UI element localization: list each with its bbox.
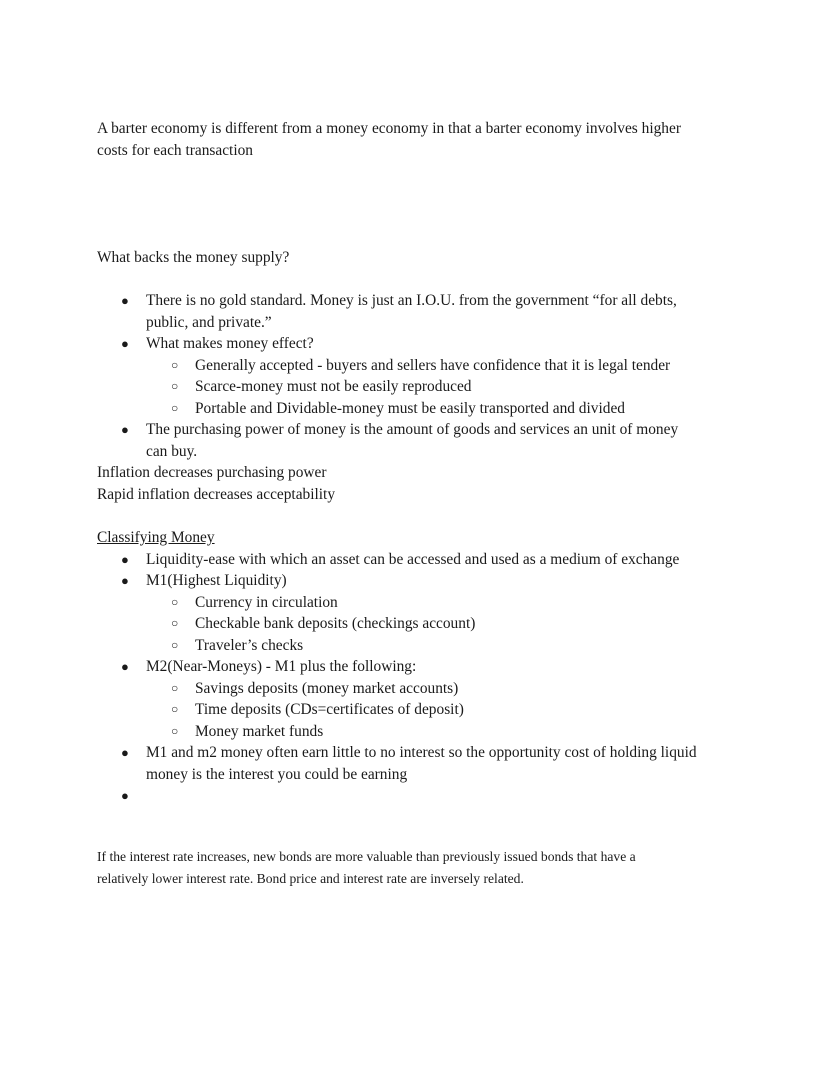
list-item bbox=[97, 419, 737, 462]
sub-bullet-icon: ○ bbox=[171, 702, 179, 716]
sub-list-item bbox=[146, 592, 737, 614]
bullet-icon: ● bbox=[121, 573, 129, 588]
sub-bullet-icon: ○ bbox=[171, 379, 179, 393]
list-item-text: M1(Highest Liquidity) bbox=[146, 572, 287, 589]
list-item-text: The purchasing power of money is the amount of goods and services an unit of money bbox=[146, 421, 679, 438]
list-item-text: What makes money effect? bbox=[146, 335, 314, 352]
inflation-note: Inflation decreases purchasing power bbox=[97, 464, 327, 481]
list-item bbox=[97, 742, 737, 785]
sub-list-item bbox=[146, 355, 737, 377]
list-item bbox=[97, 290, 737, 333]
sub-list-item bbox=[146, 613, 737, 635]
list-item-text: M2(Near-Moneys) - M1 plus the following: bbox=[146, 658, 417, 675]
sub-list-item-text: Generally accepted - buyers and sellers have confidence that it is legal tender bbox=[195, 356, 671, 374]
intro-line-1: A barter economy is different from a money economy in that a barter economy involves higher bbox=[97, 120, 681, 137]
bullet-icon: ● bbox=[121, 551, 129, 567]
list-item-text: There is no gold standard. Money is just an I.O.U. from the government “for all debts, bbox=[146, 292, 677, 309]
list-item-text: public, and private.” bbox=[146, 313, 272, 331]
sub-bullet-icon: ○ bbox=[171, 723, 179, 738]
closing-line-1: If the interest rate increases, new bonds are more valuable than previously issued bonds that have a bbox=[97, 849, 636, 864]
sub-list bbox=[146, 678, 737, 743]
bullet-icon: ● bbox=[121, 659, 129, 674]
sub-list-item bbox=[146, 398, 737, 420]
bullet-icon: ● bbox=[121, 788, 129, 803]
sub-bullet-icon: ○ bbox=[171, 637, 179, 652]
list-item-text: M1 and m2 money often earn little to no interest so the opportunity cost of holding liquid bbox=[146, 744, 697, 761]
bullet-icon: ● bbox=[121, 745, 129, 760]
sub-bullet-icon: ○ bbox=[171, 680, 179, 695]
closing-paragraph bbox=[97, 846, 707, 889]
sub-bullet-icon: ○ bbox=[171, 357, 179, 372]
money-supply-question: What backs the money supply? bbox=[97, 249, 290, 266]
list-item bbox=[97, 549, 737, 571]
sub-list-item-text: Traveler’s checks bbox=[195, 636, 304, 654]
section-heading: Classifying Money bbox=[97, 529, 215, 546]
bullet-icon: ● bbox=[121, 422, 129, 437]
sub-list-item-text: Currency in circulation bbox=[195, 593, 338, 611]
sub-list-item bbox=[146, 699, 737, 721]
list-item-text bbox=[146, 785, 737, 807]
sub-list bbox=[146, 355, 737, 420]
sub-bullet-icon: ○ bbox=[171, 594, 179, 609]
sub-list bbox=[146, 592, 737, 657]
intro-paragraph bbox=[97, 118, 737, 161]
sub-bullet-icon: ○ bbox=[171, 400, 179, 415]
list-item-text: Liquidity-ease with which an asset can be accessed and used as a medium of exchange bbox=[146, 550, 680, 568]
sub-list-item bbox=[146, 678, 737, 700]
inflation-note: Rapid inflation decreases acceptability bbox=[97, 485, 336, 503]
list-item bbox=[97, 333, 737, 419]
sub-bullet-icon: ○ bbox=[171, 616, 179, 630]
list-item-text: can buy. bbox=[146, 442, 198, 460]
sub-list-item-text: Time deposits (CDs=certificates of deposit) bbox=[195, 701, 464, 718]
backing-bullet-list bbox=[97, 290, 737, 462]
closing-line-2: relatively lower interest rate. Bond price and interest rate are inversely related. bbox=[97, 870, 524, 886]
inflation-notes bbox=[97, 462, 737, 505]
list-item bbox=[97, 570, 737, 656]
sub-list-item bbox=[146, 721, 737, 743]
list-item bbox=[97, 656, 737, 742]
intro-line-2: costs for each transaction bbox=[97, 141, 253, 159]
sub-list-item-text: Scarce-money must not be easily reproduced bbox=[195, 378, 472, 395]
sub-list-item-text: Portable and Dividable-money must be easily transported and divided bbox=[195, 399, 625, 417]
list-item bbox=[97, 785, 737, 807]
sub-list-item bbox=[146, 635, 737, 657]
sub-list-item-text: Money market funds bbox=[195, 722, 324, 740]
classifying-money-section bbox=[97, 527, 737, 807]
sub-list-item bbox=[146, 376, 737, 398]
sub-list-item-text: Savings deposits (money market accounts) bbox=[195, 679, 459, 697]
list-item-text: money is the interest you could be earning bbox=[146, 765, 408, 783]
sub-list-item-text: Checkable bank deposits (checkings account) bbox=[195, 615, 476, 632]
bullet-icon: ● bbox=[121, 293, 129, 308]
bullet-icon: ● bbox=[121, 336, 129, 351]
